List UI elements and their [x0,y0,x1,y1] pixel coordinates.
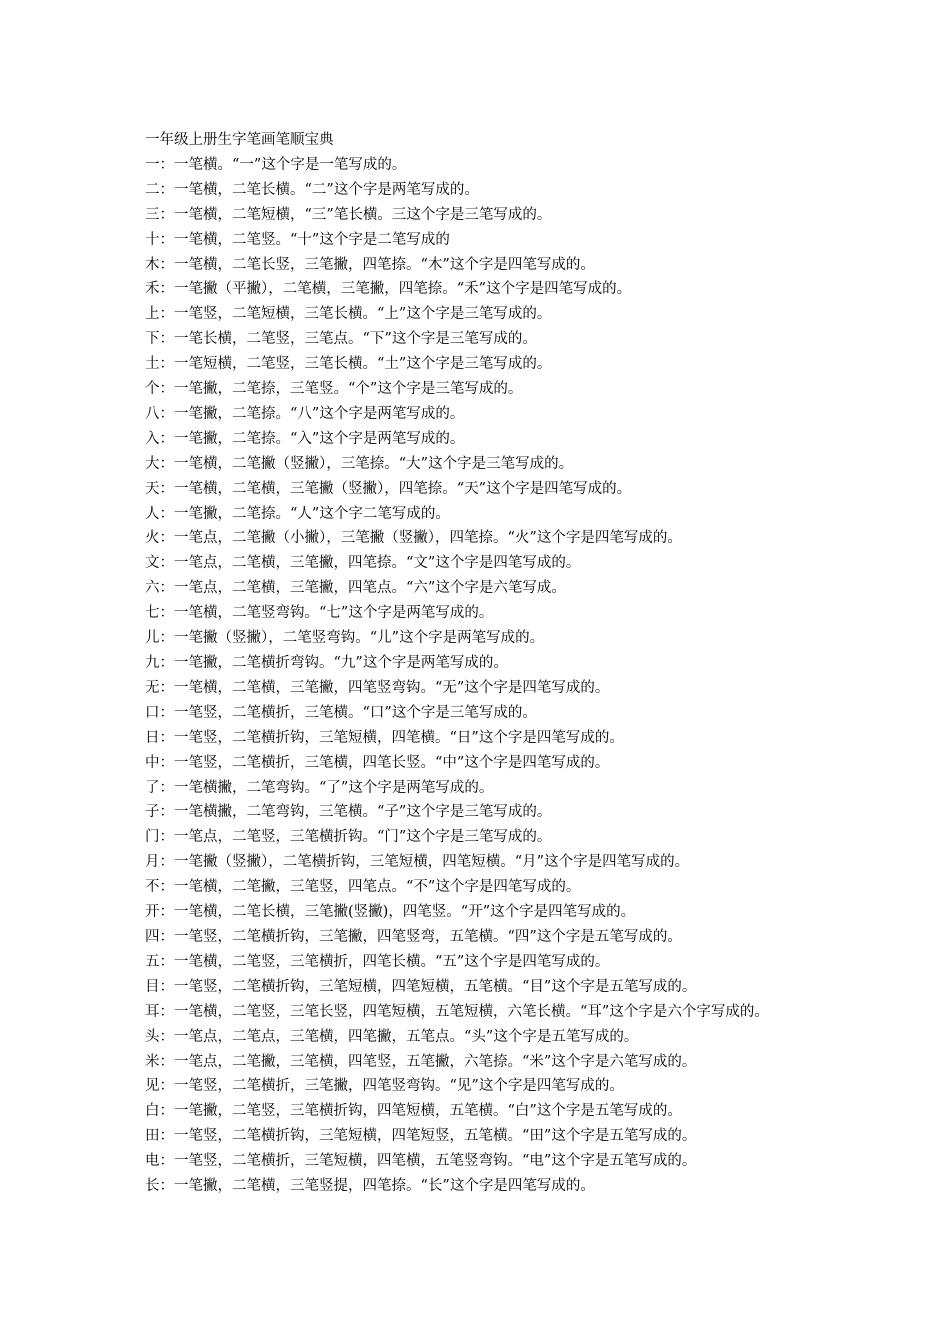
list-item: 九：一笔撇，二笔横折弯钩。“九”这个字是两笔写成的。 [145,655,508,672]
list-item: 米：一笔点，二笔撇，三笔横，四笔竖，五笔撇，六笔捺。“米”这个字是六笔写成的。 [145,1053,697,1070]
list-item: 火：一笔点，二笔撇（小撇），三笔撇（竖撇），四笔捺。“火”这个字是四笔写成的。 [145,530,682,547]
list-item: 三：一笔横，二笔短横，“三”笔长横。三这个字是三笔写成的。 [145,206,552,223]
list-item: 土：一笔短横，二笔竖，三笔长横。“土”这个字是三笔写成的。 [145,356,552,373]
list-item: 天：一笔横，二笔横，三笔撇（竖撇），四笔捺。“天”这个字是四笔写成的。 [145,480,632,497]
list-item: 五：一笔横，二笔竖，三笔横折，四笔长横。“五”这个字是四笔写成的。 [145,953,610,970]
list-item: 禾：一笔撇（平撇），二笔横，三笔撇，四笔捺。“禾”这个字是四笔写成的。 [145,281,632,298]
list-item: 下：一笔长横，二笔竖，三笔点。“下”这个字是三笔写成的。 [145,331,537,348]
list-item: 目：一笔竖，二笔横折钩，三笔短横，四笔短横，五笔横。“目”这个字是五笔写成的。 [145,978,697,995]
list-item: 人：一笔撇，二笔捺。“人”这个字二笔写成的。 [145,505,450,522]
list-item: 口：一笔竖，二笔横折，三笔横。“口”这个字是三笔写成的。 [145,704,537,721]
list-item: 日：一笔竖，二笔横折钩，三笔短横，四笔横。“日”这个字是四笔写成的。 [145,729,624,746]
list-item: 门：一笔点，二笔竖，三笔横折钩。“门”这个字是三笔写成的。 [145,829,552,846]
list-item: 文：一笔点，二笔横，三笔撇，四笔捺。“文”这个字是四笔写成的。 [145,555,581,572]
list-item: 月：一笔撇（竖撇），二笔横折钩，三笔短横，四笔短横。“月”这个字是四笔写成的。 [145,854,690,871]
list-item: 十：一笔横，二笔竖。“十”这个字是二笔写成的 [145,231,450,248]
list-item: 耳：一笔横，二笔竖，三笔长竖，四笔短横，五笔短横，六笔长横。“耳”这个字是六个字写成的。 [145,1003,769,1020]
list-item: 头：一笔点，二笔点，三笔横，四笔撇，五笔点。“头”这个字是五笔写成的。 [145,1028,639,1045]
list-item: 大：一笔横，二笔撇（竖撇），三笔捺。“大”这个字是三笔写成的。 [145,455,574,472]
document-title: 一年级上册生字笔画笔顺宝典 [145,132,334,148]
list-item: 六：一笔点，二笔横，三笔撇，四笔点。“六”这个字是六笔写成。 [145,580,566,597]
list-item: 不：一笔横，二笔撇，三笔竖，四笔点。“不”这个字是四笔写成的。 [145,879,581,896]
list-item: 八：一笔撇，二笔捺。“八”这个字是两笔写成的。 [145,405,465,422]
list-item: 个：一笔撇，二笔捺，三笔竖。“个”这个字是三笔写成的。 [145,381,523,398]
list-item: 田：一笔竖，二笔横折钩，三笔短横，四笔短竖，五笔横。“田”这个字是五笔写成的。 [145,1128,697,1145]
list-item: 入：一笔撇，二笔捺。“入”这个字是两笔写成的。 [145,430,465,447]
list-item: 上：一笔竖，二笔短横，三笔长横。“上”这个字是三笔写成的。 [145,306,552,323]
list-item: 二：一笔横，二笔长横。“二”这个字是两笔写成的。 [145,181,479,198]
list-item: 了：一笔横撇，二笔弯钩。“了”这个字是两笔写成的。 [145,779,494,796]
list-item: 长：一笔撇，二笔横，三笔竖提，四笔捺。“长”这个字是四笔写成的。 [145,1178,595,1195]
list-item: 子：一笔横撇，二笔弯钩，三笔横。“子”这个字是三笔写成的。 [145,804,552,821]
list-item: 白：一笔撇，二笔竖，三笔横折钩，四笔短横，五笔横。“白”这个字是五笔写成的。 [145,1103,682,1120]
list-item: 无：一笔横，二笔横，三笔撇，四笔竖弯钩。“无”这个字是四笔写成的。 [145,679,610,696]
list-item: 四：一笔竖，二笔横折钩，三笔撇，四笔竖弯，五笔横。“四”这个字是五笔写成的。 [145,928,682,945]
list-item: 电：一笔竖，二笔横折，三笔短横，四笔横，五笔竖弯钩。“电”这个字是五笔写成的。 [145,1153,697,1170]
stroke-order-list [145,153,815,1199]
list-item: 七：一笔横，二笔竖弯钩。“七”这个字是两笔写成的。 [145,605,494,622]
list-item: 见：一笔竖，二笔横折，三笔撇，四笔竖弯钩。“见”这个字是四笔写成的。 [145,1078,624,1095]
list-item: 儿：一笔撇（竖撇），二笔竖弯钩。“儿”这个字是两笔写成的。 [145,630,545,647]
list-item: 开：一笔横，二笔长横，三笔撇(竖撇)，四笔竖。“开”这个字是四笔写成的。 [145,904,636,921]
list-item: 木：一笔横，二笔长竖，三笔撇，四笔捺。“木”这个字是四笔写成的。 [145,256,595,273]
list-item: 一：一笔横。“一”这个字是一笔写成的。 [145,156,407,173]
list-item: 中：一笔竖，二笔横折，三笔横，四笔长竖。“中”这个字是四笔写成的。 [145,754,610,771]
document-body [145,128,815,1199]
